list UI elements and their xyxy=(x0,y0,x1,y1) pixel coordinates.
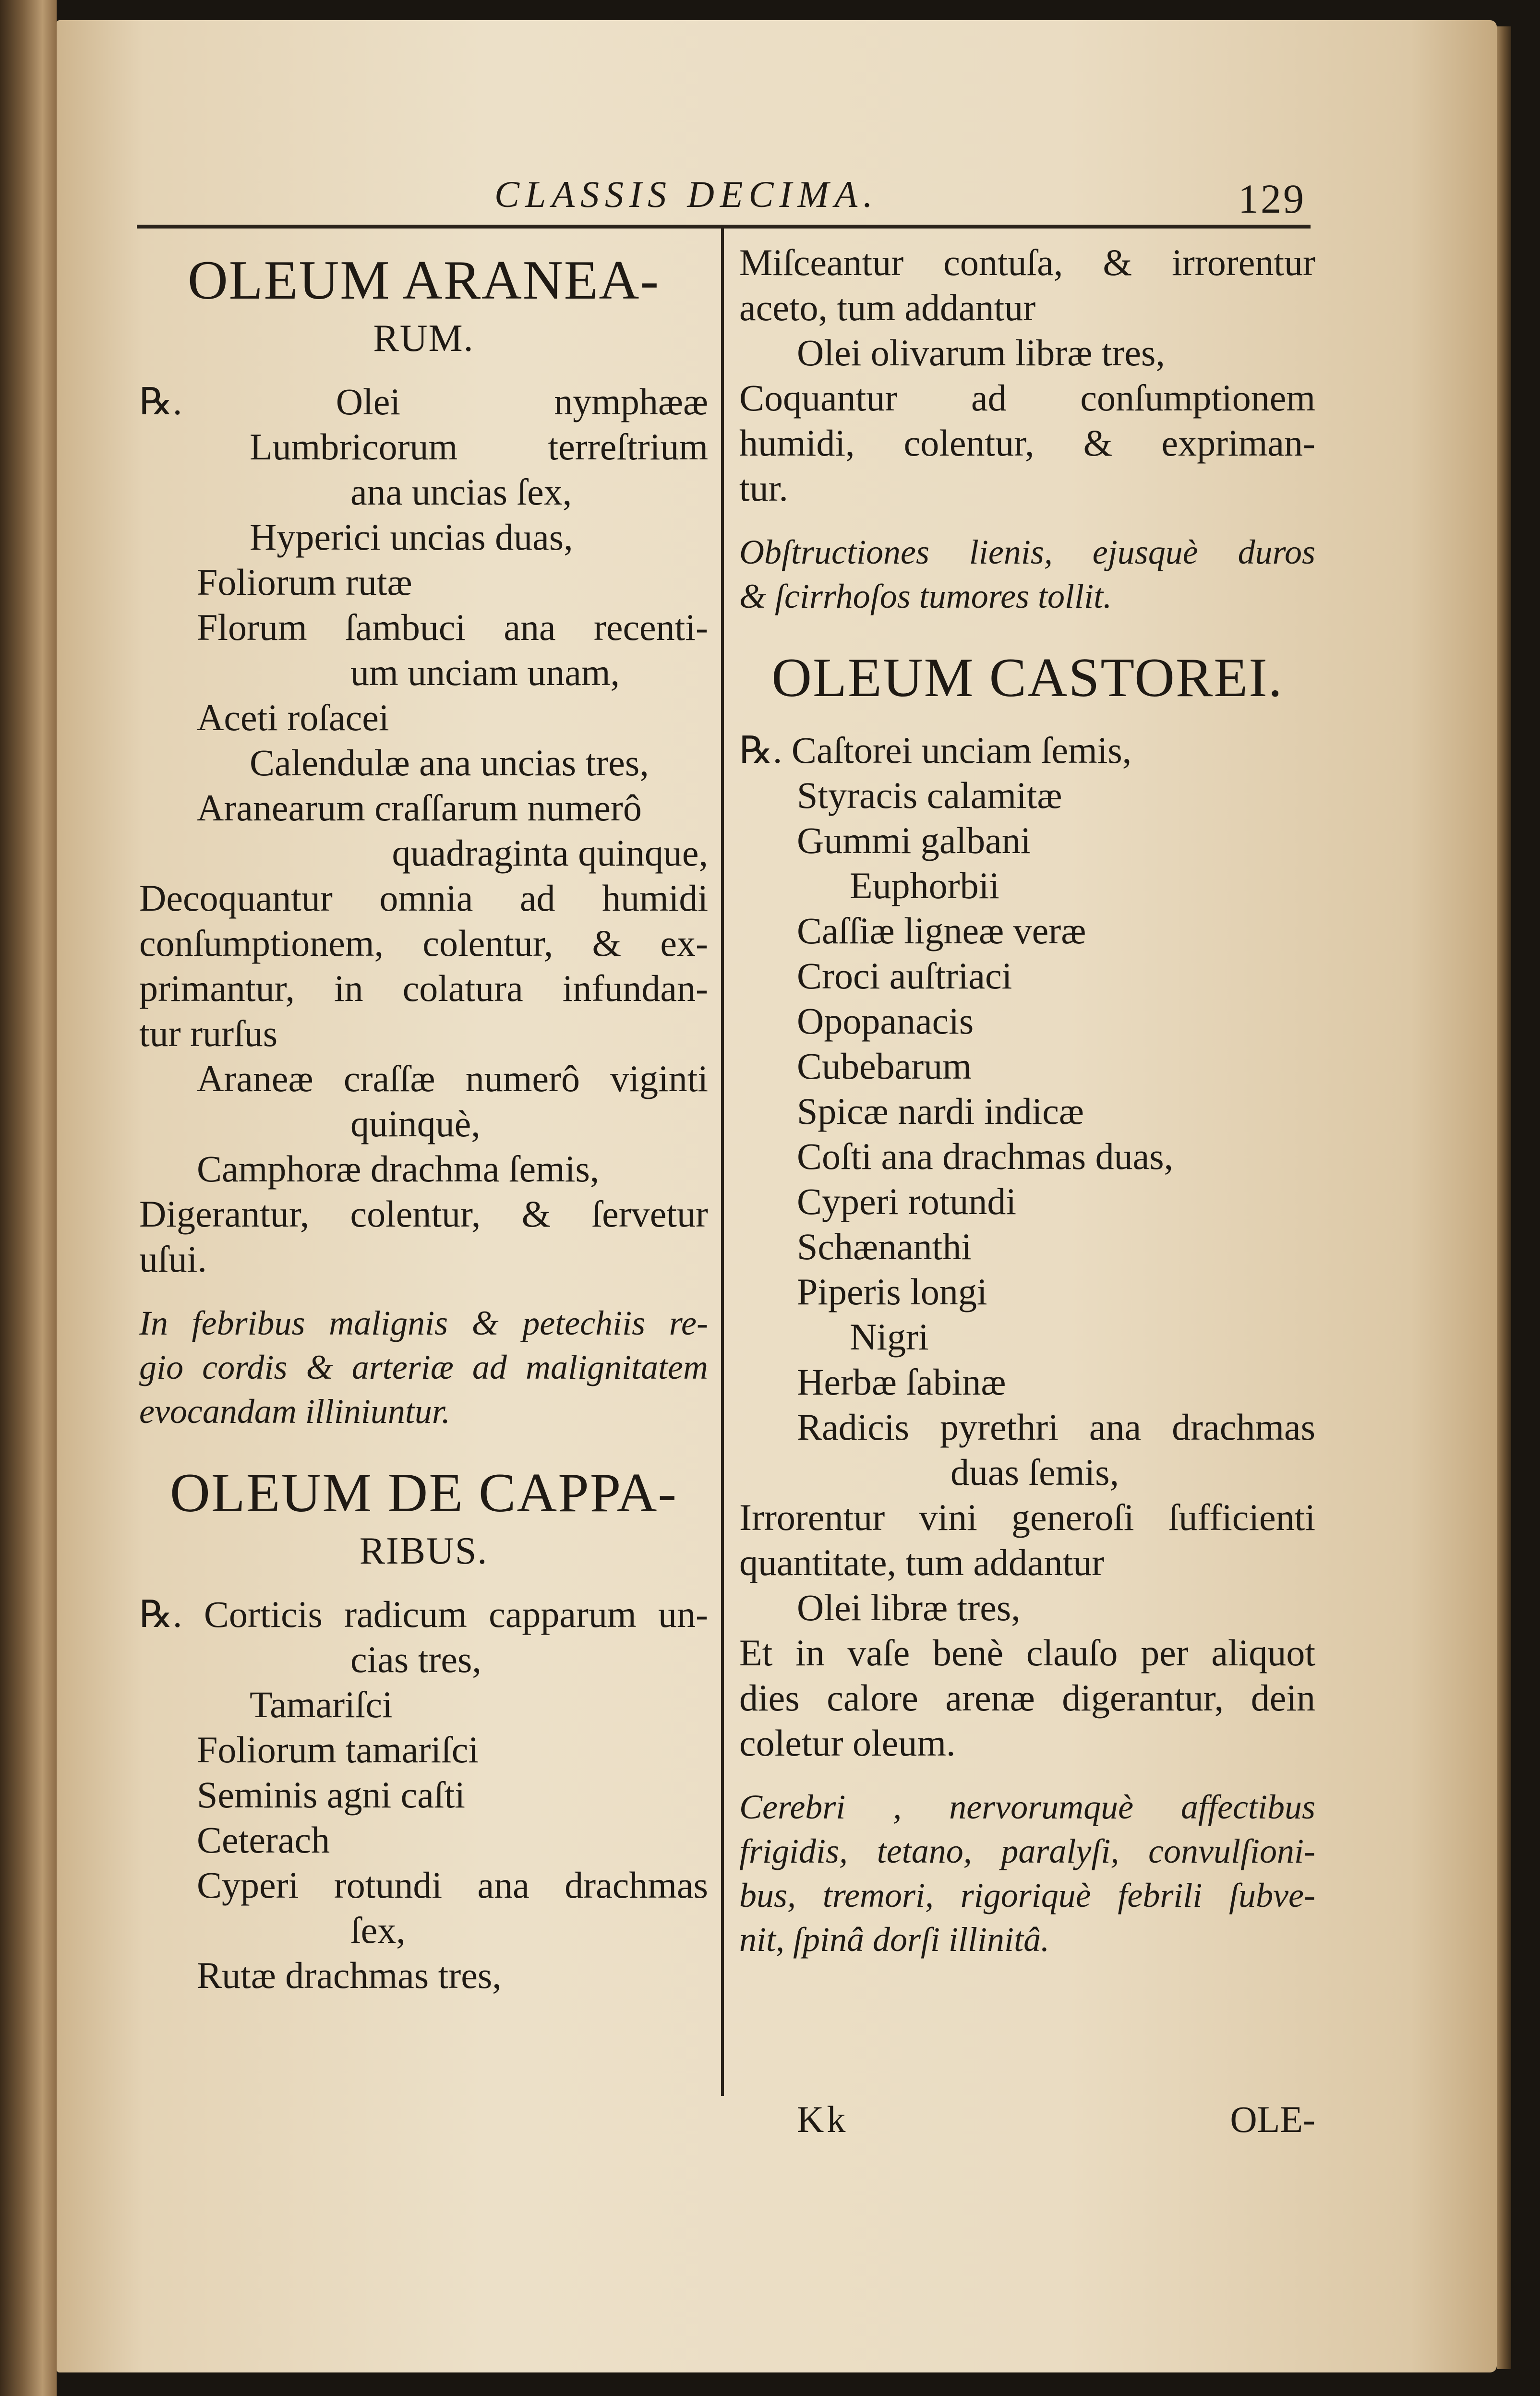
text-line: Rutæ drachmas tres, xyxy=(197,1954,502,1996)
text-line: Tamariſci xyxy=(250,1684,393,1725)
text-line: coletur oleum. xyxy=(739,1722,956,1764)
text-line: aceto, tum addantur xyxy=(739,287,1036,328)
page-number: 129 xyxy=(1238,176,1306,222)
text-line: quinquè, xyxy=(350,1103,481,1144)
section-heading-capparibus-cont: RIBUS. xyxy=(359,1530,488,1572)
text-line: Croci auſtriaci xyxy=(797,955,1012,997)
text-line: Araneæ craſſæ numerô viginti xyxy=(197,1058,708,1099)
usage-note-castorei xyxy=(739,1785,1315,1962)
running-head xyxy=(139,163,1306,230)
text-line: Calendulæ ana uncias tres, xyxy=(250,742,649,783)
text-line: Digerantur, colentur, & ſervetur xyxy=(139,1193,708,1235)
text-line: tur. xyxy=(739,467,788,509)
text-line: Decoquantur omnia ad humidi xyxy=(139,877,708,919)
usage-note-aranearum xyxy=(139,1301,708,1433)
text-line: uſui. xyxy=(139,1238,207,1280)
text-line: Cyperi rotundi ana drachmas xyxy=(197,1864,708,1906)
note-line: evocandam illiniuntur. xyxy=(139,1392,450,1431)
text-line: Opopanacis xyxy=(797,1000,974,1042)
text-line: um unciam unam, xyxy=(350,651,620,693)
right-column xyxy=(739,240,1315,1990)
text-line: ſex, xyxy=(350,1909,406,1951)
text-line: ℞. Corticis radicum capparum un- xyxy=(139,1593,708,1635)
text-line: Cyperi rotundi xyxy=(797,1180,1017,1222)
text-line: ℞. Caſtorei unciam ſemis, xyxy=(739,729,1132,771)
note-line: In febribus malignis & petechiis re- xyxy=(139,1304,708,1342)
note-line: Cerebri , nervorumquè affectibus xyxy=(739,1788,1315,1826)
text-line: tur rurſus xyxy=(139,1012,278,1054)
text-line: Nigri xyxy=(850,1316,929,1358)
text-line: Radicis pyrethri ana drachmas xyxy=(797,1406,1315,1448)
header-rule xyxy=(137,225,1311,229)
text-line: dies calore arenæ digerantur, dein xyxy=(739,1677,1315,1719)
text-line: Piperis longi xyxy=(797,1271,987,1312)
text-line: ana uncias ſex, xyxy=(350,471,572,513)
text-line: quantitate, tum addantur xyxy=(739,1541,1105,1583)
text-line: quadraginta quinque, xyxy=(392,832,708,874)
text-line: Styracis calamitæ xyxy=(797,774,1062,816)
text-line: conſumptionem, colentur, & ex- xyxy=(139,922,708,964)
note-line: nit, ſpinâ dorſi illinitâ. xyxy=(739,1920,1050,1959)
text-line: cias tres, xyxy=(350,1638,481,1680)
left-column xyxy=(139,240,708,1998)
text-line: Caſſiæ ligneæ veræ xyxy=(797,910,1086,951)
section-heading-castorei: OLEUM CASTOREI. xyxy=(771,647,1283,709)
text-line: Herbæ ſabinæ xyxy=(797,1361,1006,1403)
signature-mark: Kk xyxy=(797,2098,849,2140)
text-line: Euphorbii xyxy=(850,865,999,906)
left-page-edge xyxy=(0,0,57,2396)
note-line: & ſcirrhoſos tumores tollit. xyxy=(739,577,1112,615)
text-line: ℞. Olei nymphææ xyxy=(139,381,708,422)
text-line: Foliorum rutæ xyxy=(197,561,412,603)
note-line: Obſtructiones lienis, ejusquè duros xyxy=(739,533,1315,571)
text-line: Aceti roſacei xyxy=(197,697,389,738)
text-line: Schænanthi xyxy=(797,1226,972,1267)
text-line: Camphoræ drachma ſemis, xyxy=(197,1148,600,1190)
text-line: Irrorentur vini generoſi ſufficienti xyxy=(739,1496,1315,1538)
text-line: Et in vaſe benè clauſo per aliquot xyxy=(739,1632,1315,1674)
text-line: duas ſemis, xyxy=(950,1451,1119,1493)
running-title: CLASSIS DECIMA. xyxy=(494,173,878,215)
text-line: Cubebarum xyxy=(797,1045,972,1087)
column-divider xyxy=(721,229,724,2096)
section-heading-aranearum: OLEUM ARANEA- xyxy=(188,250,660,311)
text-line: Gummi galbani xyxy=(797,819,1031,861)
catchword: OLE- xyxy=(1230,2098,1315,2140)
text-line: Olei olivarum libræ tres, xyxy=(797,332,1165,373)
text-line: Ceterach xyxy=(197,1819,330,1861)
text-line: Florum ſambuci ana recenti- xyxy=(197,606,708,648)
text-line: Miſceantur contuſa, & irrorentur xyxy=(739,241,1315,283)
text-line: Coſti ana drachmas duas, xyxy=(797,1135,1174,1177)
text-line: humidi, colentur, & expriman- xyxy=(739,422,1315,464)
right-page-edge xyxy=(1497,26,1511,2369)
text-line: Lumbricorum terreſtrium xyxy=(250,426,708,468)
section-heading-aranearum-cont: RUM. xyxy=(373,317,474,360)
text-line: Foliorum tamariſci xyxy=(197,1729,479,1770)
note-line: gio cordis & arteriæ ad malignitatem xyxy=(139,1348,708,1386)
text-line: Spicæ nardi indicæ xyxy=(797,1090,1084,1132)
text-line: Olei libræ tres, xyxy=(797,1587,1021,1628)
text-line: Hyperici uncias duas, xyxy=(250,516,573,558)
note-line: bus, tremori, rigoriquè febrili ſubve- xyxy=(739,1876,1315,1914)
text-line: primantur, in colatura infundan- xyxy=(139,967,708,1009)
text-line: Seminis agni caſti xyxy=(197,1774,465,1816)
usage-note-continuation xyxy=(739,530,1315,618)
section-heading-capparibus: OLEUM DE CAPPA- xyxy=(170,1462,677,1524)
note-line: frigidis, tetano, paralyſi, convulſioni- xyxy=(739,1832,1315,1870)
text-line: Aranearum craſſarum numerô xyxy=(197,787,642,829)
text-line: Coquantur ad conſumptionem xyxy=(739,377,1315,419)
